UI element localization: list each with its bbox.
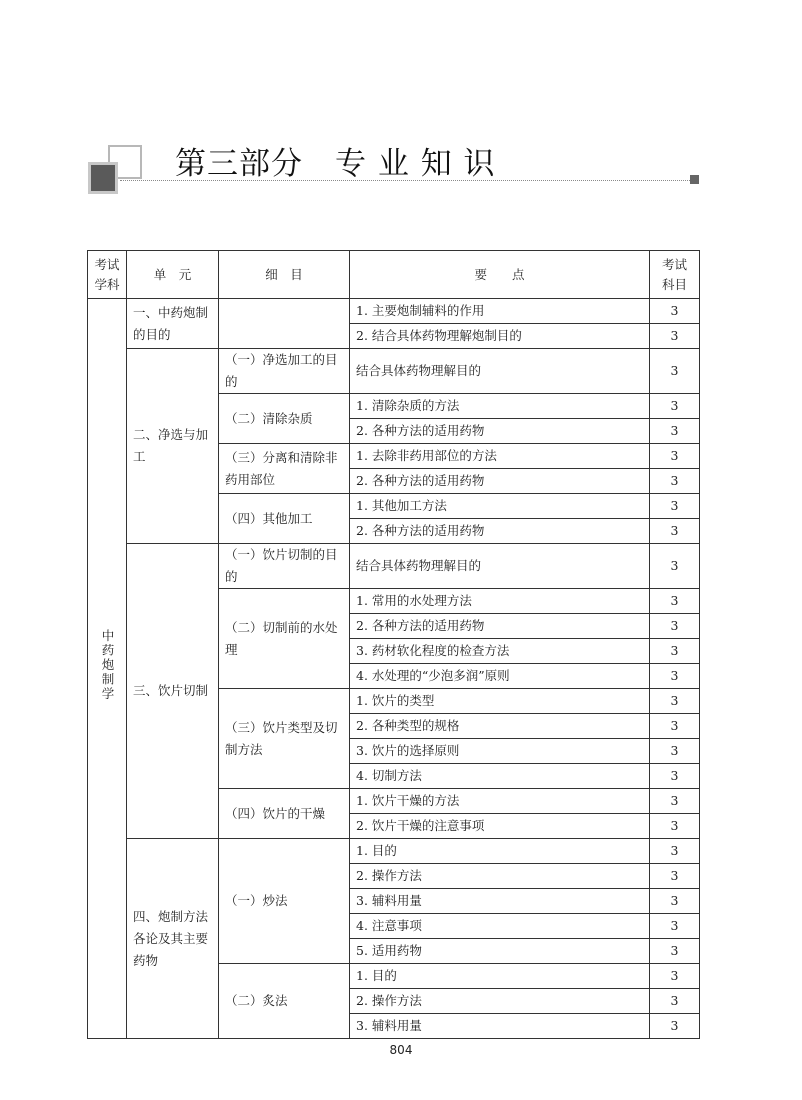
score-cell: 3 xyxy=(650,689,700,714)
point-cell: 5. 适用药物 xyxy=(350,939,650,964)
chapter-header xyxy=(0,0,802,200)
point-cell: 4. 水处理的“少泡多润”原则 xyxy=(350,664,650,689)
header-unit: 单 元 xyxy=(127,251,219,299)
point-cell: 1. 常用的水处理方法 xyxy=(350,589,650,614)
point-cell: 1. 其他加工方法 xyxy=(350,494,650,519)
score-cell: 3 xyxy=(650,964,700,989)
point-cell: 2. 饮片干燥的注意事项 xyxy=(350,814,650,839)
unit-cell: 二、净选与加工 xyxy=(127,349,219,544)
point-cell: 4. 注意事项 xyxy=(350,914,650,939)
score-cell: 3 xyxy=(650,714,700,739)
score-cell: 3 xyxy=(650,939,700,964)
point-cell: 2. 各种类型的规格 xyxy=(350,714,650,739)
score-cell: 3 xyxy=(650,739,700,764)
score-cell: 3 xyxy=(650,419,700,444)
point-cell: 2. 结合具体药物理解炮制目的 xyxy=(350,324,650,349)
point-cell: 2. 各种方法的适用药物 xyxy=(350,519,650,544)
detail-cell: （三）饮片类型及切制方法 xyxy=(219,689,350,789)
score-cell: 3 xyxy=(650,349,700,394)
point-cell: 2. 操作方法 xyxy=(350,989,650,1014)
detail-cell: （二）切制前的水处理 xyxy=(219,589,350,689)
point-cell: 3. 饮片的选择原则 xyxy=(350,739,650,764)
table-row xyxy=(88,349,700,394)
point-cell: 结合具体药物理解目的 xyxy=(350,349,650,394)
score-cell: 3 xyxy=(650,864,700,889)
point-cell: 1. 饮片的类型 xyxy=(350,689,650,714)
subject-label: 中药炮制学 xyxy=(100,628,115,702)
point-cell: 1. 主要炮制辅料的作用 xyxy=(350,299,650,324)
score-cell: 3 xyxy=(650,469,700,494)
header-detail: 细 目 xyxy=(219,251,350,299)
point-cell: 3. 药材软化程度的检查方法 xyxy=(350,639,650,664)
detail-cell: （四）其他加工 xyxy=(219,494,350,544)
score-cell: 3 xyxy=(650,814,700,839)
table-row xyxy=(88,839,700,864)
score-cell: 3 xyxy=(650,764,700,789)
filled-square-icon xyxy=(88,162,118,194)
score-cell: 3 xyxy=(650,544,700,589)
dotted-divider xyxy=(120,180,690,181)
point-cell: 3. 辅料用量 xyxy=(350,889,650,914)
detail-cell: （三）分离和清除非药用部位 xyxy=(219,444,350,494)
point-cell: 3. 辅料用量 xyxy=(350,1014,650,1039)
page-number: 804 xyxy=(389,1043,413,1057)
detail-cell: （一）净选加工的目的 xyxy=(219,349,350,394)
score-cell: 3 xyxy=(650,914,700,939)
point-cell: 1. 目的 xyxy=(350,964,650,989)
score-cell: 3 xyxy=(650,589,700,614)
point-cell: 2. 各种方法的适用药物 xyxy=(350,469,650,494)
score-cell: 3 xyxy=(650,494,700,519)
point-cell: 1. 饮片干燥的方法 xyxy=(350,789,650,814)
detail-cell: （二）炙法 xyxy=(219,964,350,1039)
point-cell: 2. 各种方法的适用药物 xyxy=(350,614,650,639)
subject-cell xyxy=(88,299,127,1039)
chapter-title: 第三部分 专 业 知 识 xyxy=(175,146,496,182)
header-subject: 考试学科 xyxy=(88,251,127,299)
detail-cell xyxy=(219,299,350,349)
score-cell: 3 xyxy=(650,789,700,814)
point-cell: 4. 切制方法 xyxy=(350,764,650,789)
header-score: 考试科目 xyxy=(650,251,700,299)
score-cell: 3 xyxy=(650,614,700,639)
unit-cell: 一、中药炮制的目的 xyxy=(127,299,219,349)
score-cell: 3 xyxy=(650,889,700,914)
score-cell: 3 xyxy=(650,324,700,349)
point-cell: 结合具体药物理解目的 xyxy=(350,544,650,589)
score-cell: 3 xyxy=(650,664,700,689)
score-cell: 3 xyxy=(650,394,700,419)
unit-cell: 四、炮制方法各论及其主要药物 xyxy=(127,839,219,1039)
point-cell: 1. 目的 xyxy=(350,839,650,864)
score-cell: 3 xyxy=(650,639,700,664)
point-cell: 2. 操作方法 xyxy=(350,864,650,889)
table-row xyxy=(88,544,700,589)
detail-cell: （二）清除杂质 xyxy=(219,394,350,444)
score-cell: 3 xyxy=(650,989,700,1014)
point-cell: 1. 去除非药用部位的方法 xyxy=(350,444,650,469)
score-cell: 3 xyxy=(650,519,700,544)
syllabus-table xyxy=(87,250,700,1039)
score-cell: 3 xyxy=(650,299,700,324)
unit-cell: 三、饮片切制 xyxy=(127,544,219,839)
point-cell: 2. 各种方法的适用药物 xyxy=(350,419,650,444)
point-cell: 1. 清除杂质的方法 xyxy=(350,394,650,419)
table-header-row xyxy=(88,251,700,299)
detail-cell: （一）饮片切制的目的 xyxy=(219,544,350,589)
score-cell: 3 xyxy=(650,1014,700,1039)
header-point: 要 点 xyxy=(350,251,650,299)
divider-end-square-icon xyxy=(690,175,699,184)
score-cell: 3 xyxy=(650,444,700,469)
table-row xyxy=(88,299,700,324)
detail-cell: （四）饮片的干燥 xyxy=(219,789,350,839)
detail-cell: （一）炒法 xyxy=(219,839,350,964)
score-cell: 3 xyxy=(650,839,700,864)
